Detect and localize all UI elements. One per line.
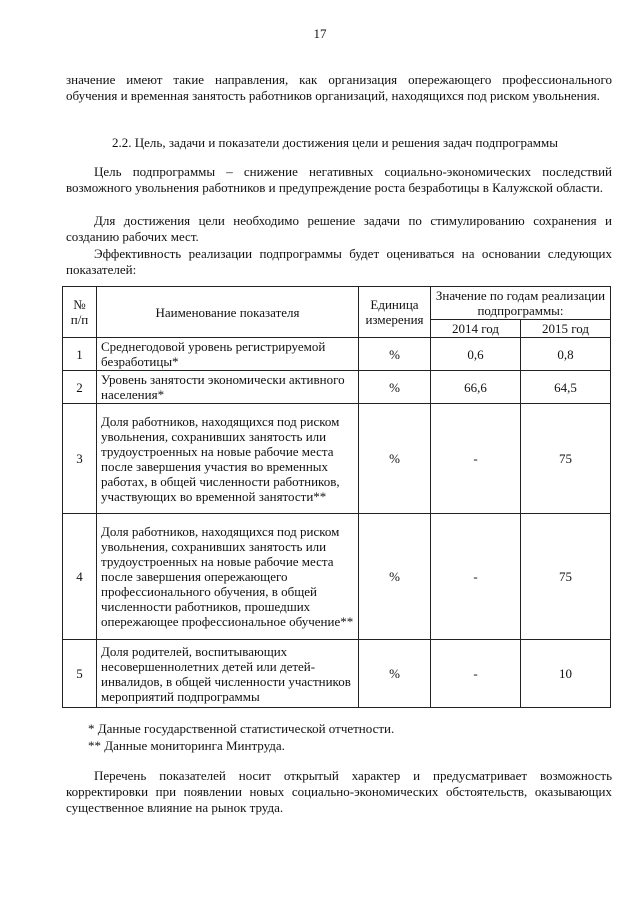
intro-paragraph: значение имеют такие направления, как организация опережающего профессионального обучения и временная занятость работников организаций, находящихся под риском увольнения. [66, 72, 612, 103]
header-unit: Единица измерения [359, 287, 431, 338]
page-number: 17 [313, 26, 327, 41]
row-value-2015: 10 [521, 640, 611, 708]
row-value-2014: - [431, 640, 521, 708]
header-values-group: Значение по годам реализации подпрограммы: [431, 287, 611, 320]
table-row [63, 371, 611, 404]
row-unit: % [359, 640, 431, 708]
row-indicator-name: Уровень занятости экономически активного населения* [97, 371, 359, 404]
task-paragraph: Для достижения цели необходимо решение задачи по стимулированию сохранения и созданию рабочих мест. [66, 213, 612, 244]
row-value-2014: 0,6 [431, 338, 521, 371]
row-value-2014: - [431, 404, 521, 514]
table-row [63, 514, 611, 640]
table-header-row [63, 287, 611, 320]
row-num: 5 [63, 640, 97, 708]
row-indicator-name: Доля работников, находящихся под риском увольнения, сохранивших занятость или трудоустроенных на новые рабочие места после завершения участия во временных работах, в общей численности работников, участвующих во временной занятости** [97, 404, 359, 514]
row-num: 1 [63, 338, 97, 371]
row-value-2015: 0,8 [521, 338, 611, 371]
row-value-2015: 64,5 [521, 371, 611, 404]
row-value-2014: 66,6 [431, 371, 521, 404]
section-heading: 2.2. Цель, задачи и показатели достижения цели и решения задач подпрограммы [112, 135, 558, 150]
row-num: 3 [63, 404, 97, 514]
footnote-statistics: * Данные государственной статистической отчетности. [88, 721, 395, 736]
header-year-2015: 2015 год [521, 320, 611, 338]
efficiency-paragraph: Эффективность реализации подпрограммы будет оцениваться на основании следующих показателей: [66, 246, 612, 277]
row-num: 2 [63, 371, 97, 404]
row-indicator-name: Среднегодовой уровень регистрируемой безработицы* [97, 338, 359, 371]
row-unit: % [359, 514, 431, 640]
closing-paragraph: Перечень показателей носит открытый характер и предусматривает возможность корректировки при появлении новых социально-экономических обстоятельств, оказывающих существенное влияние на рынок труда. [66, 768, 612, 815]
row-value-2014: - [431, 514, 521, 640]
row-unit: % [359, 338, 431, 371]
table-row [63, 404, 611, 514]
header-name: Наименование показателя [97, 287, 359, 338]
goal-paragraph: Цель подпрограммы – снижение негативных социально-экономических последствий возможного увольнения работников и предупреждение роста безработицы в Калужской области. [66, 164, 612, 195]
row-unit: % [359, 371, 431, 404]
row-indicator-name: Доля родителей, воспитывающих несовершеннолетних детей или детей-инвалидов, в общей численности участников мероприятий подпрограммы [97, 640, 359, 708]
table-row [63, 338, 611, 371]
footnote-mintrud: ** Данные мониторинга Минтруда. [88, 738, 285, 753]
row-indicator-name: Доля работников, находящихся под риском увольнения, сохранивших занятость или трудоустроенных на новые рабочие места после завершения опережающего профессионального обучения, в общей численности работников, прошедших опережающее профессиональное обучение** [97, 514, 359, 640]
table-row [63, 640, 611, 708]
row-value-2015: 75 [521, 404, 611, 514]
indicators-table [62, 286, 611, 708]
header-year-2014: 2014 год [431, 320, 521, 338]
header-num: № п/п [63, 287, 97, 338]
row-num: 4 [63, 514, 97, 640]
row-value-2015: 75 [521, 514, 611, 640]
row-unit: % [359, 404, 431, 514]
